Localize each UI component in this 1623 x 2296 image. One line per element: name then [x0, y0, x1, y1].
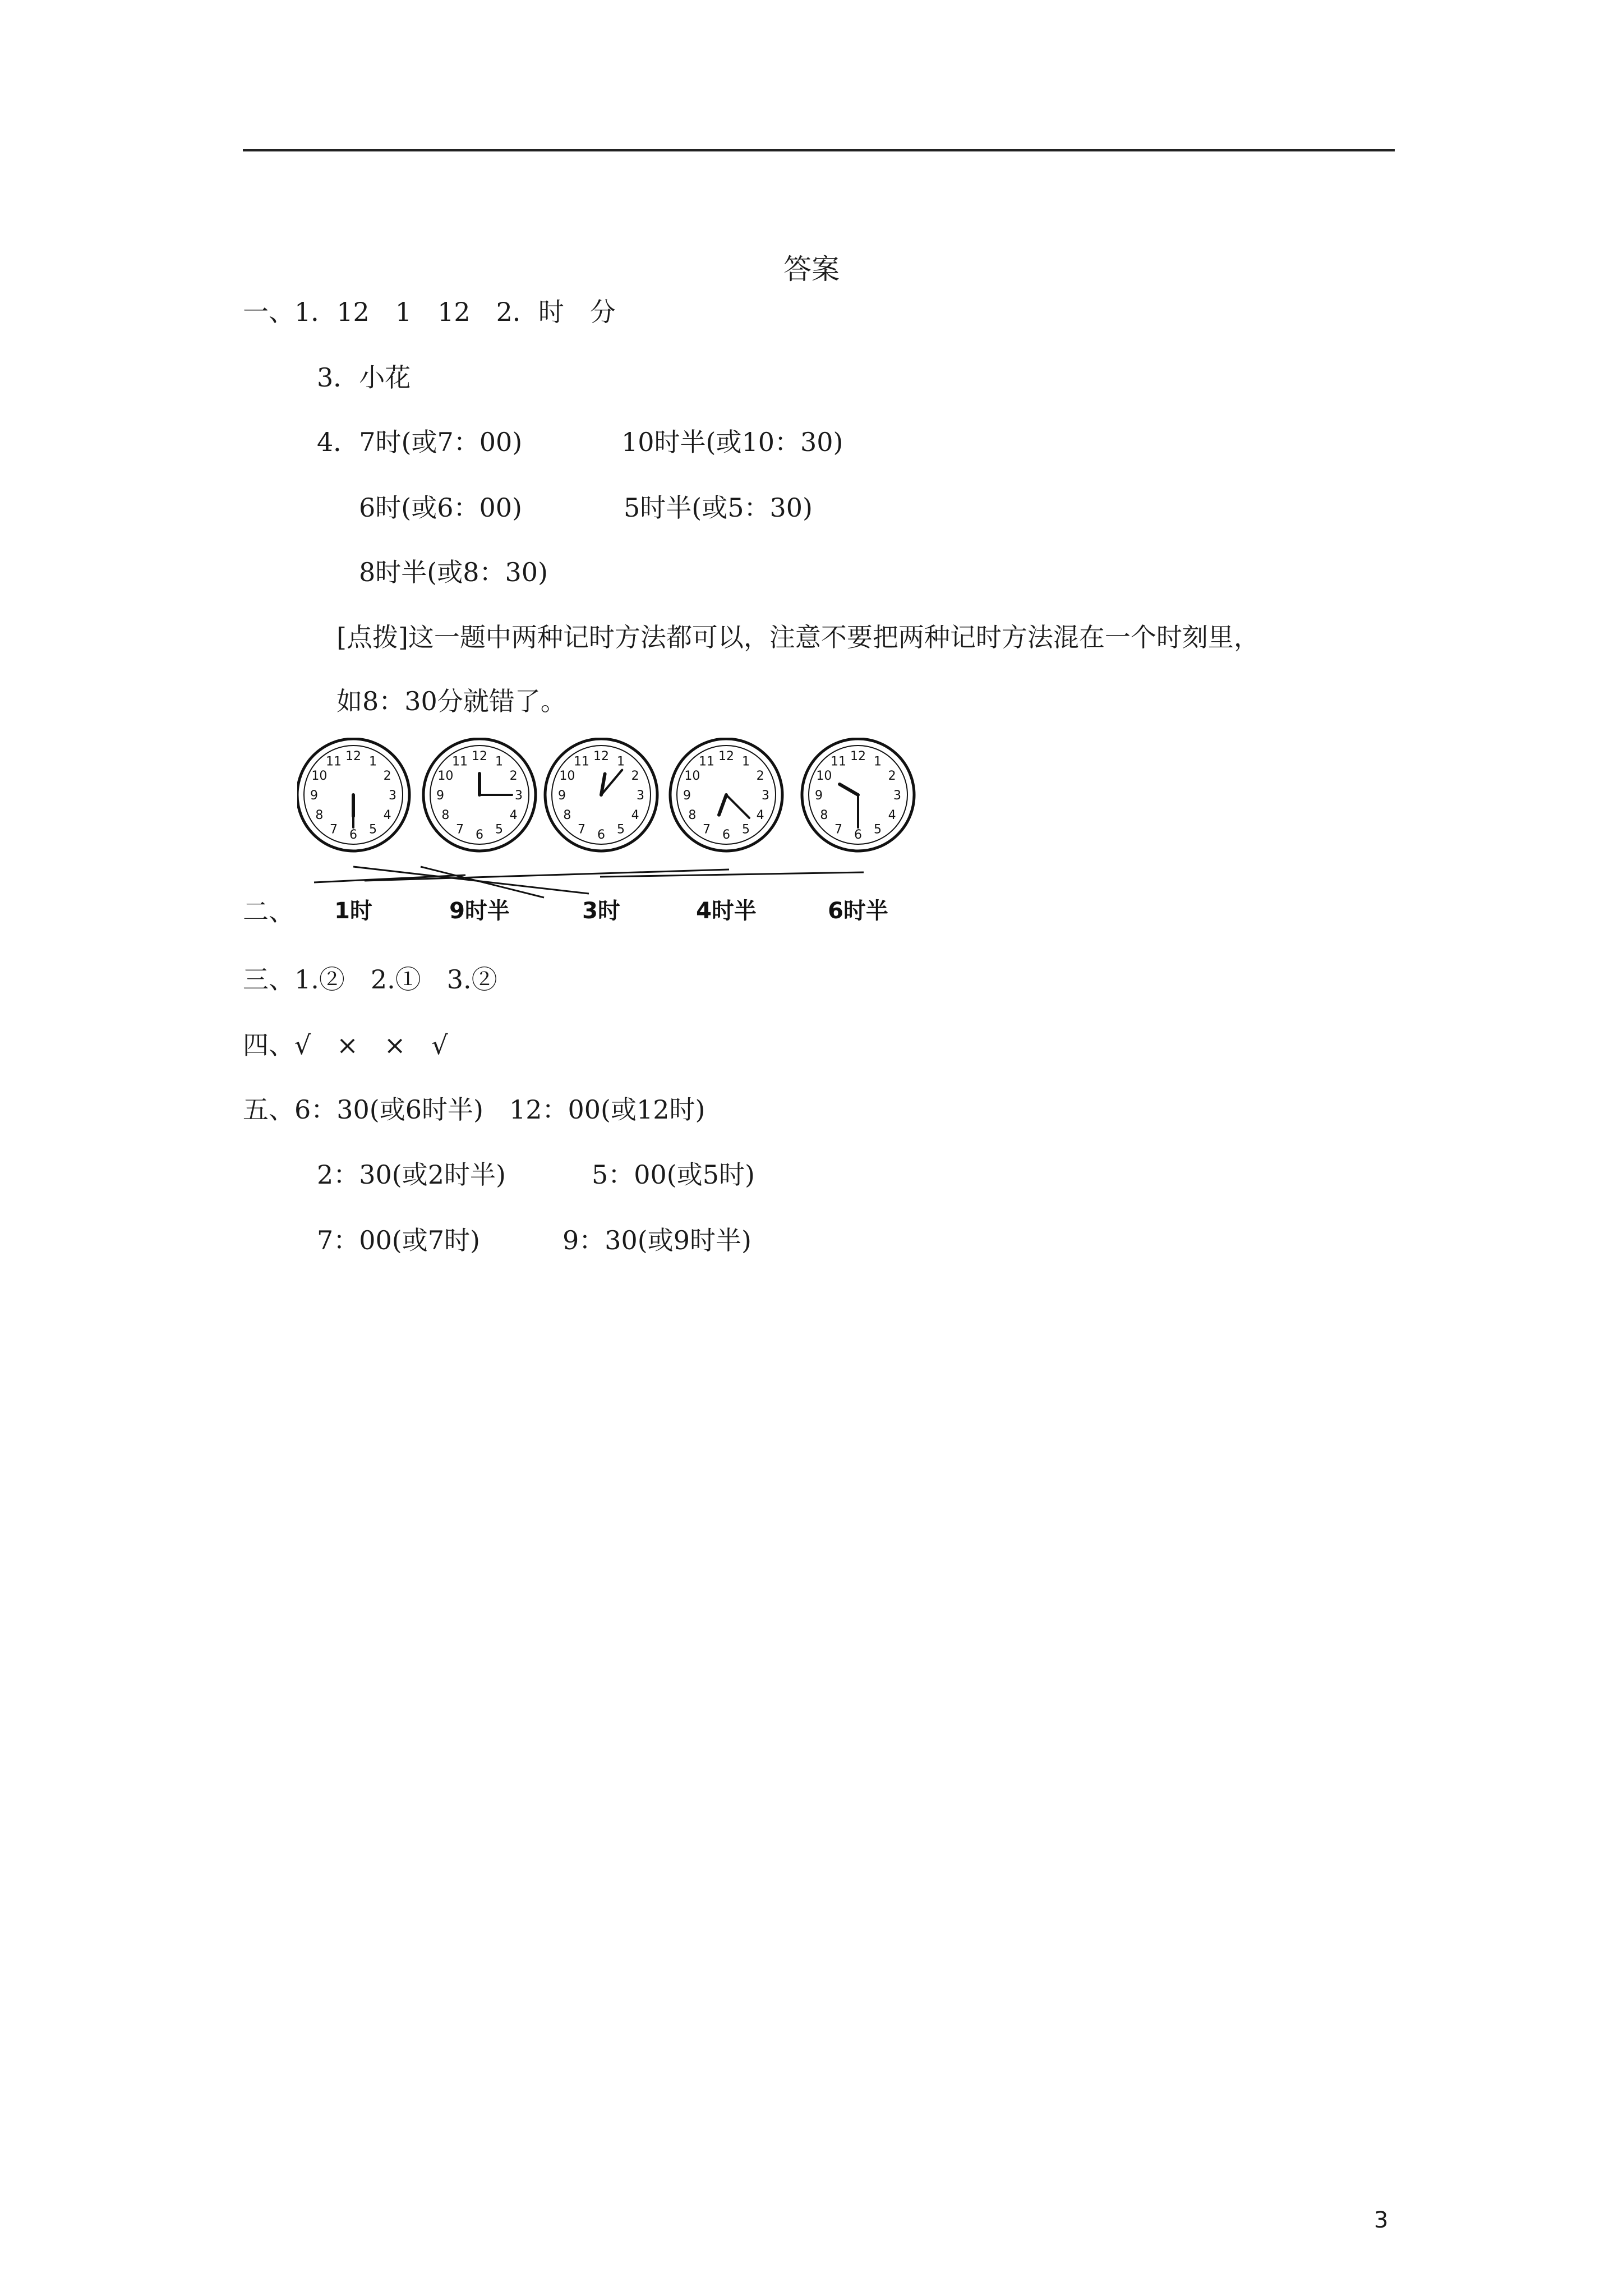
clock-numeral: 2	[756, 769, 764, 783]
clock-numeral: 7	[834, 822, 842, 837]
clock-face-2	[423, 739, 536, 851]
clock-numeral: 12	[345, 749, 361, 763]
answer-section-5-line-2a: 2：30(或2时半)	[317, 1159, 506, 1190]
hour-hand	[719, 795, 726, 815]
clock-numeral: 1	[369, 754, 377, 769]
tip-line-1: [点拨]这一题中两种记时方法都可以，注意不要把两种记时方法混在一个时刻里，	[336, 622, 1260, 652]
answer-section-1-line-1: 一、1．12 1 12 2．时 分	[243, 297, 616, 327]
clock-numeral: 4	[888, 808, 896, 822]
tip-line-2: 如8：30分就错了。	[336, 686, 566, 716]
clock-numeral: 11	[452, 754, 468, 769]
clock-numeral: 8	[441, 808, 450, 822]
clock-numeral: 3	[637, 789, 644, 803]
clock-numeral: 12	[718, 749, 734, 763]
clock-numeral: 6	[476, 828, 483, 842]
clock-label-2: 9时半	[449, 898, 510, 924]
clock-numeral: 5	[495, 822, 503, 837]
answer-section-3: 三、1.② 2.① 3.②	[243, 964, 497, 995]
clock-numeral: 4	[509, 808, 518, 822]
clock-numeral: 2	[888, 769, 896, 783]
clock-numeral: 9	[436, 789, 444, 803]
clock-numeral: 6	[349, 828, 357, 842]
clock-numeral: 3	[762, 789, 769, 803]
clock-numeral: 11	[699, 754, 714, 769]
minute-hand	[726, 795, 749, 818]
clock-label-1: 1时	[334, 898, 372, 924]
clock-numeral: 8	[820, 808, 828, 822]
clock-numeral: 11	[326, 754, 342, 769]
answer-section-4: 四、√ × × √	[243, 1030, 448, 1060]
clock-numeral: 10	[437, 769, 454, 783]
clock-face-5	[802, 739, 914, 851]
clock-numeral: 4	[383, 808, 391, 822]
clock-numeral: 12	[593, 749, 609, 763]
answer-section-1-item-4c: 6时(或6：00)	[359, 493, 522, 523]
clock-numeral: 10	[816, 769, 832, 783]
header-rule	[243, 149, 1395, 151]
clock-numeral: 11	[831, 754, 846, 769]
clock-face-3	[545, 739, 657, 851]
clock-numeral: 8	[563, 808, 571, 822]
clock-numeral: 3	[893, 789, 901, 803]
clock-numeral: 12	[472, 749, 487, 763]
clock-numeral: 5	[742, 822, 750, 837]
clock-numeral: 2	[631, 769, 639, 783]
clock-numeral: 9	[815, 789, 823, 803]
clock-numeral: 8	[688, 808, 697, 822]
page-number: 3	[1374, 2207, 1389, 2233]
clock-numeral: 5	[617, 822, 625, 837]
clock-face-1	[297, 739, 409, 851]
answer-section-2-label: 二、	[243, 896, 294, 927]
answer-section-5-line-3a: 7：00(或7时)	[317, 1225, 480, 1255]
clock-numeral: 2	[383, 769, 391, 783]
clock-numeral: 4	[756, 808, 764, 822]
clock-matching-figure	[297, 738, 942, 928]
clock-numeral: 10	[311, 769, 328, 783]
clock-numeral: 5	[369, 822, 377, 837]
clock-numeral: 10	[559, 769, 575, 783]
answer-section-5-line-1: 五、6：30(或6时半) 12：00(或12时)	[243, 1094, 706, 1125]
clock-numeral: 12	[850, 749, 866, 763]
answer-section-1-item-4d: 5时半(或5：30)	[624, 493, 813, 523]
clock-numeral: 10	[684, 769, 700, 783]
clock-numeral: 11	[574, 754, 589, 769]
answer-section-5-line-2b: 5：00(或5时)	[592, 1159, 755, 1190]
clock-label-3: 3时	[582, 898, 620, 924]
answer-section-1-item-4e: 8时半(或8：30)	[359, 557, 548, 587]
clock-numeral: 6	[722, 828, 730, 842]
clock-numeral: 7	[456, 822, 464, 837]
answer-section-5-line-3b: 9：30(或9时半)	[562, 1225, 751, 1255]
matching-lines	[314, 867, 864, 898]
clock-numeral: 9	[310, 789, 318, 803]
clock-label-5: 6时半	[828, 898, 888, 924]
hour-hand	[840, 784, 858, 795]
clock-numeral: 1	[495, 754, 503, 769]
clock-numeral: 1	[874, 754, 882, 769]
clock-numeral: 9	[558, 789, 566, 803]
clock-numeral: 5	[874, 822, 882, 837]
answer-section-1-item-4b: 10时半(或10：30)	[621, 427, 843, 457]
clock-face-4	[670, 739, 782, 851]
clock-numeral: 1	[742, 754, 750, 769]
clock-numeral: 7	[578, 822, 585, 837]
answer-section-1-item-3: 3．小花	[317, 362, 411, 393]
clock-numeral: 7	[330, 822, 338, 837]
clock-numeral: 4	[631, 808, 639, 822]
clock-numeral: 3	[389, 789, 396, 803]
clock-numeral: 3	[515, 789, 523, 803]
clock-numeral: 1	[617, 754, 625, 769]
clock-numeral: 6	[854, 828, 862, 842]
clock-label-4: 4时半	[696, 898, 757, 924]
clock-numeral: 2	[509, 769, 518, 783]
page-title: 答案	[783, 253, 840, 286]
clock-numeral: 9	[683, 789, 691, 803]
answer-section-1-item-4a: 4．7时(或7：00)	[317, 427, 523, 457]
clock-numeral: 7	[703, 822, 711, 837]
clock-numeral: 8	[315, 808, 324, 822]
clock-numeral: 6	[597, 828, 605, 842]
